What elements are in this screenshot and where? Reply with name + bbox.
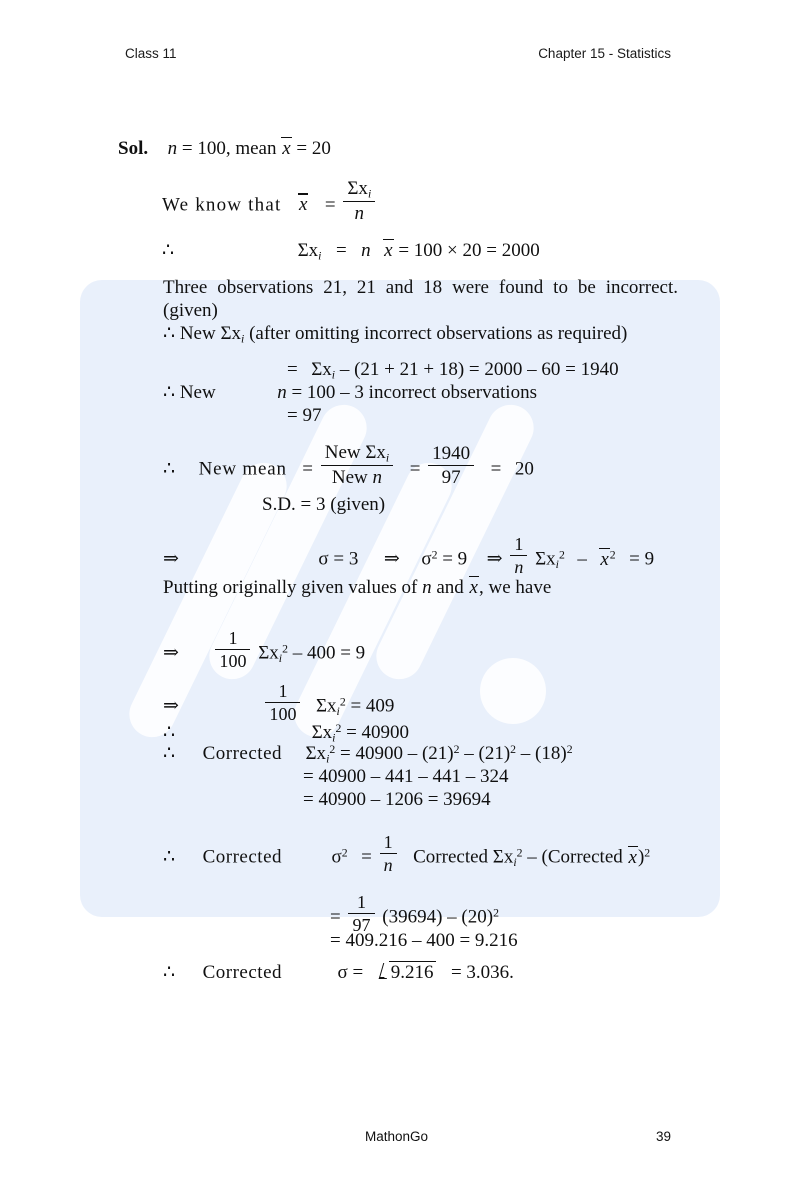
implies-symbol: ⇒ (486, 548, 503, 570)
therefore-symbol: ∴ (163, 962, 176, 983)
sigma-x-sup: 2 (335, 722, 342, 735)
sigma-x-sup: 2 (282, 642, 288, 656)
line-variance-value (330, 892, 499, 935)
sigma-exponent: 2 (341, 846, 348, 860)
equals-sign: = (361, 846, 372, 868)
line-100-equals-409 (163, 681, 394, 724)
n-variable: n (167, 138, 178, 159)
therefore-symbol: ∴ (163, 846, 176, 868)
frac-denominator: 97 (352, 915, 371, 936)
sigma-squared: σ (421, 548, 432, 570)
line-sigma-equation (163, 534, 654, 577)
frac-numerator: 1940 (428, 443, 474, 466)
three-obs-text: Three observations 21, 21 and 18 were found to be incorrect. (given) (163, 277, 678, 321)
x-bar: x (384, 240, 393, 261)
new-mean-result: 20 (514, 458, 534, 480)
frac-numerator-sub: i (367, 187, 372, 201)
line-corrected-sum-sq-3 (303, 790, 491, 809)
n-variable: n (422, 577, 432, 598)
line-final-answer (163, 961, 514, 982)
line-variance-result (330, 931, 518, 950)
sigma-x: Σx (258, 642, 279, 664)
fraction-1-over-n (510, 534, 527, 577)
line-corrected-sum-sq (163, 744, 573, 765)
x-bar-exponent: 2 (609, 548, 616, 562)
corrected-label: Corrected (202, 846, 282, 868)
fraction-1-over-97 (348, 892, 374, 935)
sigma-x-sup: 2 (558, 548, 565, 562)
equals-sign: = (490, 458, 502, 480)
sigma-x-sub: i (332, 731, 336, 745)
sigma-x: Σx (311, 722, 333, 744)
sigma-x: Σx (535, 548, 556, 570)
line-n-value (287, 406, 321, 425)
footer-page-number: 39 (655, 1129, 671, 1144)
therefore-symbol: ∴ (162, 240, 175, 261)
equals-sign: = (409, 458, 421, 480)
sigma-sq-value: = 9 (437, 548, 468, 570)
equals-sign: = (324, 194, 336, 216)
frac-numerator: New Σx (324, 442, 386, 463)
given-eq2: = 20 (291, 138, 331, 159)
corrected-var-tail-post: ) (637, 846, 645, 868)
sigma-equals: σ = (337, 962, 364, 983)
fraction-1940-over-97 (428, 443, 474, 489)
x-bar: x (282, 138, 291, 159)
page-footer (125, 1129, 671, 1149)
header-right-chapter: Chapter 15 - Statistics (538, 46, 671, 61)
frac-numerator: 1 (510, 534, 527, 556)
line-eq-sum-calc (287, 360, 619, 381)
x-bar: x (469, 577, 478, 598)
implies-symbol: ⇒ (383, 548, 400, 570)
frac-denominator: n (514, 557, 524, 578)
minus-sign: – (577, 548, 587, 570)
para-three-observations (163, 276, 678, 322)
fraction-1-over-100 (215, 628, 250, 671)
sigma-x-sub: i (278, 651, 283, 665)
final-result: = 3.036. (450, 962, 514, 983)
eq-40900-rest: = 40900 (341, 722, 410, 744)
frac-numerator: 1 (380, 832, 397, 854)
sigma-x-sub: i (331, 368, 336, 382)
frac-den-prefix: New (331, 467, 373, 489)
x-bar: x (600, 548, 609, 570)
fraction-sumx-over-n (343, 178, 375, 225)
corrected-var-mid: Corrected Σx (413, 846, 514, 868)
corrected-mid2: – (18) (516, 743, 567, 765)
sigma-x-sub: i (513, 855, 517, 869)
radicand-value: 9.216 (389, 961, 437, 982)
implies-symbol: ⇒ (163, 695, 179, 717)
n-variable: n (277, 382, 287, 403)
putting-mid: and (431, 577, 469, 598)
frac-numerator: 1 (348, 892, 374, 914)
new-sigma-prefix: ∴ New (163, 323, 221, 344)
sol-label: Sol. (118, 138, 149, 159)
frac-numerator: 1 (215, 628, 250, 650)
given-eq1: = 100, mean (177, 138, 282, 159)
exponent-2: 2 (510, 743, 517, 756)
sum-rest: = 100 × 20 = 2000 (393, 240, 540, 261)
x-bar: x (298, 194, 308, 216)
frac-numerator: Σx (347, 178, 368, 199)
watermark-dot (480, 658, 546, 724)
therefore-symbol: ∴ (163, 743, 176, 765)
eq-100-400-rest: – 400 = 9 (287, 642, 366, 664)
corrected-mid1: – (21) (459, 743, 511, 765)
x-bar: x (628, 846, 637, 868)
sigma-x-sub: i (336, 704, 340, 718)
therefore-symbol: ∴ (163, 722, 176, 744)
corrected-label: Corrected (202, 962, 282, 983)
therefore-new-label: ∴ New (163, 382, 216, 403)
putting-post: , we have (478, 577, 552, 598)
corrected-var-tail-exponent: 2 (644, 846, 651, 860)
frac-numerator: 1 (265, 681, 300, 703)
sigma-symbol: σ (331, 846, 342, 868)
sigma-x: Σx (305, 743, 327, 765)
line-corrected-variance (163, 832, 650, 875)
new-mean-label: New mean (198, 458, 287, 480)
implies-symbol: ⇒ (163, 548, 179, 570)
sigma-x-sup: 2 (516, 846, 523, 860)
exponent-1: 2 (453, 743, 460, 756)
exponent-3: 2 (566, 743, 573, 756)
sigma-x-sub: i (318, 249, 322, 263)
line-sum-sq-40900 (163, 723, 409, 744)
corrected-sum2-text: = 40900 – 441 – 441 – 324 (303, 766, 509, 787)
frac-den-var: n (372, 467, 383, 489)
line-putting-values (163, 578, 551, 597)
eq-sum-rest: – (21 + 21 + 18) = 2000 – 60 = 1940 (335, 359, 619, 380)
line-corrected-sum-sq-2 (303, 767, 508, 786)
line-sd-given (262, 495, 385, 514)
line-new-n (163, 383, 537, 402)
sigma-eq-end: = 9 (629, 548, 655, 570)
line-100-minus-400 (163, 628, 365, 671)
variance-value-rest: (39694) – (20) (382, 906, 494, 928)
frac-denominator: n (383, 855, 393, 876)
frac-denominator: 100 (219, 651, 247, 672)
equals-sign: = (330, 906, 341, 928)
new-sigma-rest: (after omitting incorrect observations as required) (244, 323, 628, 344)
header-left-class: Class 11 (125, 46, 177, 61)
footer-brand: MathonGo (365, 1129, 429, 1144)
therefore-symbol: ∴ (163, 458, 176, 480)
we-know-text: We know that (162, 194, 282, 216)
corrected-var-tail-pre: – (Corrected (522, 846, 628, 868)
frac-numerator-sub: i (385, 451, 390, 465)
new-n-rest: = 100 – 3 incorrect observations (286, 382, 537, 403)
fraction-new-sum-over-new-n (321, 442, 393, 489)
page-header (125, 46, 671, 68)
equals-sign: = (287, 359, 298, 380)
line-we-know (162, 178, 378, 225)
square-root-symbol (378, 961, 437, 982)
para-new-sigma (163, 322, 678, 350)
sd-text: S.D. = 3 (given) (262, 494, 386, 515)
eq-409-rest: = 409 (345, 695, 395, 717)
sigma-x-sup: 2 (339, 695, 346, 709)
sigma-x: Σx (297, 240, 319, 261)
sigma-x: Σx (315, 695, 337, 717)
variance-result-text: = 409.216 – 400 = 9.216 (330, 930, 518, 951)
frac-denominator: 100 (269, 704, 297, 725)
frac-denominator: n (354, 203, 365, 225)
sigma-x-sub: i (326, 752, 330, 766)
equals-sign: = (302, 458, 313, 480)
fraction-1-over-n (380, 832, 397, 875)
fraction-1-over-100 (265, 681, 300, 724)
implies-symbol: ⇒ (163, 642, 179, 664)
putting-prefix: Putting originally given values of (163, 577, 423, 598)
line-sol-given (118, 139, 331, 158)
sigma-x-sub: i (241, 332, 245, 346)
corrected-label: Corrected (202, 743, 282, 765)
line-sum-total (162, 241, 540, 262)
line-new-mean (163, 442, 534, 489)
exponent: 2 (493, 906, 499, 920)
corrected-eq: = 40900 – (21) (335, 743, 454, 765)
n-variable: n (361, 240, 371, 261)
frac-denominator: 97 (441, 467, 461, 489)
sigma-equals-3: σ = 3 (318, 548, 359, 570)
n-value-text: = 97 (287, 405, 322, 426)
equals-sign: = (335, 240, 347, 261)
sigma-x-sub: i (555, 557, 559, 571)
sigma-sq-exponent: 2 (431, 548, 438, 562)
sigma-x: Σx (311, 359, 332, 380)
corrected-sum3-text: = 40900 – 1206 = 39694 (303, 789, 491, 810)
sigma-x: Σx (220, 323, 242, 344)
sigma-x-sup: 2 (329, 743, 336, 756)
